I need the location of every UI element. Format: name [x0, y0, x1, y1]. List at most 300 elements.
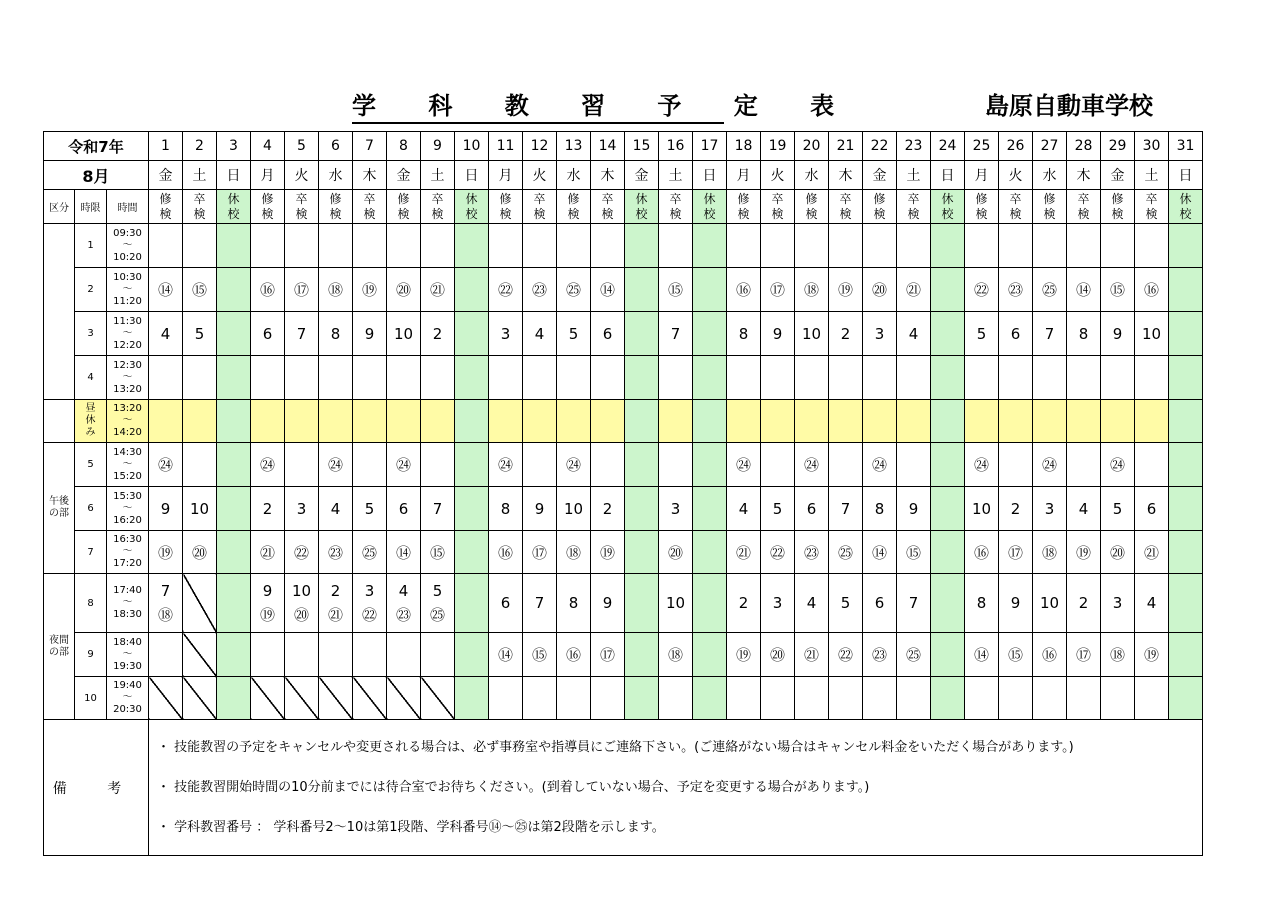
- lesson-slot: [761, 531, 795, 574]
- lesson-slot: [1135, 531, 1169, 574]
- weekday-label: 水: [319, 161, 353, 190]
- day-status-text: 修: [567, 191, 580, 206]
- lesson-number: ㉓: [1007, 281, 1023, 299]
- day-status-text: 検: [805, 206, 818, 221]
- lesson-slot: [625, 574, 659, 633]
- lesson-slot: [897, 356, 931, 400]
- lesson-slot: [693, 312, 727, 356]
- lesson-slot: [863, 487, 897, 531]
- lesson-number: 6: [602, 324, 613, 343]
- lesson-slot: [319, 531, 353, 574]
- day-status-text: 検: [737, 206, 750, 221]
- lesson-slot: [727, 487, 761, 531]
- lesson-slot: [659, 268, 693, 312]
- lesson-number: ⑱: [667, 646, 683, 664]
- lesson-slot: [183, 312, 217, 356]
- weekday-label: 金: [149, 161, 183, 190]
- section-afternoon-text: の部: [49, 508, 69, 519]
- lesson-number-stage1: 9: [262, 582, 273, 600]
- day-number: 31: [1169, 132, 1203, 161]
- lesson-slot: [183, 531, 217, 574]
- lesson-number: 6: [1146, 499, 1157, 518]
- lesson-slot: [421, 574, 455, 633]
- lesson-slot: [999, 677, 1033, 720]
- note-line: ・ 技能教習の予定をキャンセルや変更される場合は、必ず事務室や指導員にご連絡下さい。(ご連絡がない場合はキャンセル料金をいただく場合があります。): [157, 739, 1074, 755]
- period-time: [107, 224, 149, 268]
- lesson-slot: [1033, 356, 1067, 400]
- lesson-number: ㉕: [565, 281, 581, 299]
- unavailable-slot: [183, 574, 217, 633]
- lesson-number: 9: [160, 499, 171, 518]
- lesson-slot: [965, 356, 999, 400]
- lesson-number: ⑮: [531, 646, 547, 664]
- lesson-number: ㉒: [497, 281, 513, 299]
- lesson-slot: [285, 633, 319, 677]
- lesson-slot: [251, 443, 285, 487]
- lesson-slot: [1169, 268, 1203, 312]
- period-row: [44, 633, 1203, 677]
- lesson-number: ⑯: [565, 646, 581, 664]
- lesson-slot: [863, 677, 897, 720]
- weekday-label: 火: [999, 161, 1033, 190]
- lesson-number: ⑯: [1041, 646, 1057, 664]
- period-row: [44, 312, 1203, 356]
- lesson-slot: [1033, 531, 1067, 574]
- lesson-number: ⑳: [395, 281, 411, 299]
- day-number: 14: [591, 132, 625, 161]
- lesson-slot: [387, 531, 421, 574]
- lesson-number: ⑲: [361, 281, 377, 299]
- weekday-label: 日: [455, 161, 489, 190]
- day-status-text: 休: [465, 191, 478, 206]
- lesson-slot: [149, 574, 183, 633]
- day-status-text: 修: [1111, 191, 1124, 206]
- lesson-slot: [693, 487, 727, 531]
- unavailable-slot: [285, 677, 319, 720]
- lesson-slot: [285, 224, 319, 268]
- lesson-number: 6: [874, 594, 885, 612]
- lesson-slot: [183, 268, 217, 312]
- lesson-slot: [251, 574, 285, 633]
- day-status-text: 校: [227, 206, 240, 221]
- lesson-slot: [1067, 268, 1101, 312]
- lesson-slot: [183, 443, 217, 487]
- lesson-number: ⑳: [1109, 543, 1125, 562]
- lesson-slot: [149, 443, 183, 487]
- lesson-number: 7: [534, 594, 545, 612]
- day-status: [353, 190, 387, 224]
- day-status: [1033, 190, 1067, 224]
- period-row: [44, 224, 1203, 268]
- lesson-slot: [353, 574, 387, 633]
- day-status-text: 修: [159, 191, 172, 206]
- section-night-text: 夜間: [49, 634, 69, 646]
- lesson-slot: [489, 574, 523, 633]
- lesson-number: ⑭: [599, 281, 615, 299]
- lesson-slot: [421, 312, 455, 356]
- lesson-slot: [1169, 633, 1203, 677]
- weekday-label: 火: [761, 161, 795, 190]
- lesson-slot: [319, 268, 353, 312]
- lesson-slot: [523, 312, 557, 356]
- weekday-label: 土: [1135, 161, 1169, 190]
- lesson-slot: [659, 224, 693, 268]
- lesson-number-stage2: ㉓: [395, 606, 411, 624]
- lesson-slot: [217, 400, 251, 443]
- lesson-slot: [659, 356, 693, 400]
- period-number: 6: [75, 487, 107, 531]
- lesson-slot: [761, 312, 795, 356]
- lesson-slot: [489, 268, 523, 312]
- weekday-label: 水: [557, 161, 591, 190]
- lesson-slot: [999, 443, 1033, 487]
- lesson-slot: [1067, 312, 1101, 356]
- lesson-slot: [829, 224, 863, 268]
- lesson-number: 10: [1141, 324, 1162, 343]
- lesson-slot: [999, 356, 1033, 400]
- lesson-number: 3: [296, 499, 307, 518]
- lesson-slot: [251, 312, 285, 356]
- lesson-slot: [149, 531, 183, 574]
- lesson-number: 7: [296, 324, 307, 343]
- lesson-number: 2: [738, 594, 749, 612]
- lesson-slot: [999, 574, 1033, 633]
- period-row: [44, 356, 1203, 400]
- lesson-slot: [795, 531, 829, 574]
- weekday-label: 金: [625, 161, 659, 190]
- lesson-number: ⑱: [1041, 543, 1057, 562]
- lesson-number: 8: [976, 594, 987, 612]
- lesson-slot: [523, 574, 557, 633]
- weekday-label: 土: [421, 161, 455, 190]
- lesson-slot: [421, 224, 455, 268]
- lesson-number: ⑲: [735, 646, 751, 664]
- lesson-slot: [285, 268, 319, 312]
- lesson-slot: [999, 268, 1033, 312]
- lesson-slot: [489, 312, 523, 356]
- lesson-slot: [795, 574, 829, 633]
- lesson-slot: [693, 224, 727, 268]
- day-status-text: 検: [159, 206, 172, 221]
- weekday-label: 木: [1067, 161, 1101, 190]
- lesson-slot: [829, 268, 863, 312]
- lesson-slot: [761, 633, 795, 677]
- section-lunch-empty: [44, 400, 75, 443]
- lesson-number: ㉑: [259, 543, 275, 562]
- lesson-slot: [183, 487, 217, 531]
- day-status-text: 卒: [669, 191, 682, 206]
- lesson-slot: [829, 400, 863, 443]
- lesson-number: ⑮: [429, 543, 445, 562]
- lesson-slot: [557, 531, 591, 574]
- day-number: 19: [761, 132, 795, 161]
- lesson-slot: [1067, 224, 1101, 268]
- lesson-slot: [285, 356, 319, 400]
- lesson-slot: [931, 443, 965, 487]
- lesson-slot: [523, 531, 557, 574]
- weekday-label: 日: [931, 161, 965, 190]
- lesson-number: 7: [840, 499, 851, 518]
- lesson-slot: [387, 400, 421, 443]
- lesson-slot: [1033, 677, 1067, 720]
- weekday-label: 月: [965, 161, 999, 190]
- period-number: 9: [75, 633, 107, 677]
- lesson-number: 7: [670, 324, 681, 343]
- weekday-label: 金: [387, 161, 421, 190]
- lesson-number: 10: [563, 499, 584, 518]
- lesson-number: 9: [534, 499, 545, 518]
- lesson-slot: [285, 531, 319, 574]
- time-end: 10:20: [113, 251, 142, 263]
- lesson-slot: [183, 224, 217, 268]
- lesson-slot: [353, 356, 387, 400]
- lunch-label-char: み: [85, 427, 96, 438]
- day-number: 4: [251, 132, 285, 161]
- lesson-slot: [897, 531, 931, 574]
- lesson-slot: [353, 633, 387, 677]
- lesson-slot: [795, 312, 829, 356]
- lesson-slot: [523, 633, 557, 677]
- day-status-text: 検: [907, 206, 920, 221]
- lesson-number: 3: [1044, 499, 1055, 518]
- day-status-text: 休: [1179, 191, 1192, 206]
- lesson-slot: [149, 633, 183, 677]
- lesson-slot: [421, 400, 455, 443]
- notes-content: [149, 720, 1203, 856]
- day-number: 12: [523, 132, 557, 161]
- lesson-number: ㉕: [905, 646, 921, 664]
- day-status-text: 修: [975, 191, 988, 206]
- weekday-label: 日: [1169, 161, 1203, 190]
- weekday-label: 月: [251, 161, 285, 190]
- period-row: [44, 531, 1203, 574]
- lesson-number: ⑮: [905, 543, 921, 562]
- period-number: 3: [75, 312, 107, 356]
- lesson-slot: [761, 677, 795, 720]
- lesson-number: ⑰: [1007, 543, 1023, 562]
- lesson-slot: [285, 312, 319, 356]
- lesson-slot: [829, 677, 863, 720]
- day-status: [523, 190, 557, 224]
- lesson-slot: [523, 443, 557, 487]
- lesson-slot: [591, 677, 625, 720]
- lesson-number-stage2: ⑳: [293, 606, 309, 624]
- day-status: [183, 190, 217, 224]
- lesson-number: ㉔: [327, 456, 343, 474]
- lesson-slot: [455, 356, 489, 400]
- lesson-slot: [251, 268, 285, 312]
- lesson-number: 5: [772, 499, 783, 518]
- day-status: [1169, 190, 1203, 224]
- period-time: [107, 356, 149, 400]
- day-status: [863, 190, 897, 224]
- period-row: [44, 400, 1203, 443]
- section-afternoon: [44, 443, 75, 574]
- lesson-slot: [319, 224, 353, 268]
- day-status-text: 検: [261, 206, 274, 221]
- lesson-slot: [1169, 312, 1203, 356]
- day-status: [421, 190, 455, 224]
- lesson-slot: [1135, 356, 1169, 400]
- period-time: [107, 487, 149, 531]
- lesson-number: ㉔: [395, 456, 411, 474]
- lesson-slot: [1033, 443, 1067, 487]
- lesson-slot: [591, 574, 625, 633]
- lesson-slot: [557, 400, 591, 443]
- period-number: 4: [75, 356, 107, 400]
- lesson-number: 6: [806, 499, 817, 518]
- lesson-slot: [1067, 531, 1101, 574]
- lesson-slot: [557, 224, 591, 268]
- period-number: 5: [75, 443, 107, 487]
- lesson-slot: [421, 487, 455, 531]
- time-start: 11:30: [113, 315, 142, 327]
- lesson-slot: [319, 312, 353, 356]
- day-number: 16: [659, 132, 693, 161]
- lesson-slot: [829, 574, 863, 633]
- lesson-number: ㉔: [1109, 456, 1125, 474]
- day-status-text: 卒: [907, 191, 920, 206]
- time-tilde: 〜: [122, 458, 133, 470]
- lesson-number: ㉕: [837, 543, 853, 562]
- lesson-number: ⑱: [1109, 646, 1125, 664]
- lesson-slot: [931, 400, 965, 443]
- lesson-slot: [1033, 400, 1067, 443]
- lunch-label: [75, 400, 107, 443]
- lesson-number: ㉑: [803, 646, 819, 664]
- day-status-text: 卒: [601, 191, 614, 206]
- lesson-slot: [455, 487, 489, 531]
- period-number: 8: [75, 574, 107, 633]
- lesson-number: 2: [1010, 499, 1021, 518]
- day-status: [727, 190, 761, 224]
- lesson-slot: [1101, 531, 1135, 574]
- lesson-slot: [1101, 312, 1135, 356]
- unavailable-slot: [149, 677, 183, 720]
- lesson-slot: [897, 400, 931, 443]
- lesson-slot: [455, 443, 489, 487]
- lesson-slot: [795, 268, 829, 312]
- section-night: [44, 574, 75, 720]
- weekday-label: 日: [217, 161, 251, 190]
- lesson-slot: [863, 312, 897, 356]
- lesson-number: ㉒: [293, 543, 309, 562]
- lesson-slot: [761, 224, 795, 268]
- lesson-slot: [931, 677, 965, 720]
- lesson-number: ㉔: [565, 456, 581, 474]
- day-status-text: 検: [669, 206, 682, 221]
- lesson-slot: [557, 443, 591, 487]
- lesson-number: 2: [602, 499, 613, 518]
- lesson-number: 7: [1044, 324, 1055, 343]
- lesson-slot: [693, 356, 727, 400]
- lesson-slot: [829, 487, 863, 531]
- lesson-slot: [455, 574, 489, 633]
- lesson-slot: [999, 224, 1033, 268]
- lesson-slot: [149, 312, 183, 356]
- day-status-text: 検: [295, 206, 308, 221]
- day-number: 5: [285, 132, 319, 161]
- lesson-number: ⑳: [667, 543, 683, 562]
- lesson-slot: [659, 633, 693, 677]
- lesson-number: ⑭: [973, 646, 989, 664]
- lesson-slot: [455, 312, 489, 356]
- lesson-number: ⑯: [497, 543, 513, 562]
- lesson-slot: [489, 487, 523, 531]
- lesson-slot: [863, 400, 897, 443]
- lesson-slot: [455, 268, 489, 312]
- weekday-label: 月: [727, 161, 761, 190]
- day-status-text: 検: [1145, 206, 1158, 221]
- lesson-slot: [1033, 312, 1067, 356]
- lesson-slot: [387, 312, 421, 356]
- lesson-slot: [523, 400, 557, 443]
- lesson-slot: [1135, 633, 1169, 677]
- lesson-number: ⑰: [293, 281, 309, 299]
- lesson-slot: [727, 574, 761, 633]
- day-status-text: 検: [1111, 206, 1124, 221]
- day-number: 25: [965, 132, 999, 161]
- lesson-slot: [795, 356, 829, 400]
- period-row: [44, 443, 1203, 487]
- period-time: [107, 268, 149, 312]
- lesson-slot: [931, 633, 965, 677]
- lesson-slot: [897, 677, 931, 720]
- day-status-text: 修: [499, 191, 512, 206]
- lesson-number: 7: [908, 594, 919, 612]
- lesson-slot: [319, 574, 353, 633]
- day-number: 17: [693, 132, 727, 161]
- lesson-slot: [931, 268, 965, 312]
- lesson-slot: [761, 443, 795, 487]
- lesson-slot: [897, 268, 931, 312]
- lesson-slot: [693, 633, 727, 677]
- lesson-slot: [965, 677, 999, 720]
- lesson-slot: [217, 677, 251, 720]
- lesson-number: 4: [738, 499, 749, 518]
- lesson-number: ⑮: [1109, 281, 1125, 299]
- lesson-slot: [965, 312, 999, 356]
- lesson-number: ㉒: [973, 281, 989, 299]
- lesson-number: ㉔: [871, 456, 887, 474]
- day-status-text: 修: [397, 191, 410, 206]
- day-number: 18: [727, 132, 761, 161]
- lesson-slot: [727, 224, 761, 268]
- lesson-slot: [727, 268, 761, 312]
- lesson-slot: [1101, 224, 1135, 268]
- weekday-label: 水: [1033, 161, 1067, 190]
- lesson-number: 2: [840, 324, 851, 343]
- lesson-number: 5: [194, 324, 205, 343]
- lunch-label-char: 休: [85, 415, 96, 426]
- lesson-number: 9: [1112, 324, 1123, 343]
- day-status-text: 卒: [1009, 191, 1022, 206]
- period-time: [107, 312, 149, 356]
- lesson-slot: [1101, 400, 1135, 443]
- lesson-slot: [659, 531, 693, 574]
- time-end: 16:20: [113, 514, 142, 526]
- section-morning: [44, 224, 75, 400]
- lesson-slot: [319, 487, 353, 531]
- lesson-slot: [149, 400, 183, 443]
- lesson-slot: [489, 400, 523, 443]
- lesson-slot: [387, 268, 421, 312]
- lesson-slot: [1135, 574, 1169, 633]
- lesson-number: 3: [670, 499, 681, 518]
- lesson-slot: [387, 574, 421, 633]
- lesson-slot: [421, 531, 455, 574]
- lesson-number: ⑳: [871, 281, 887, 299]
